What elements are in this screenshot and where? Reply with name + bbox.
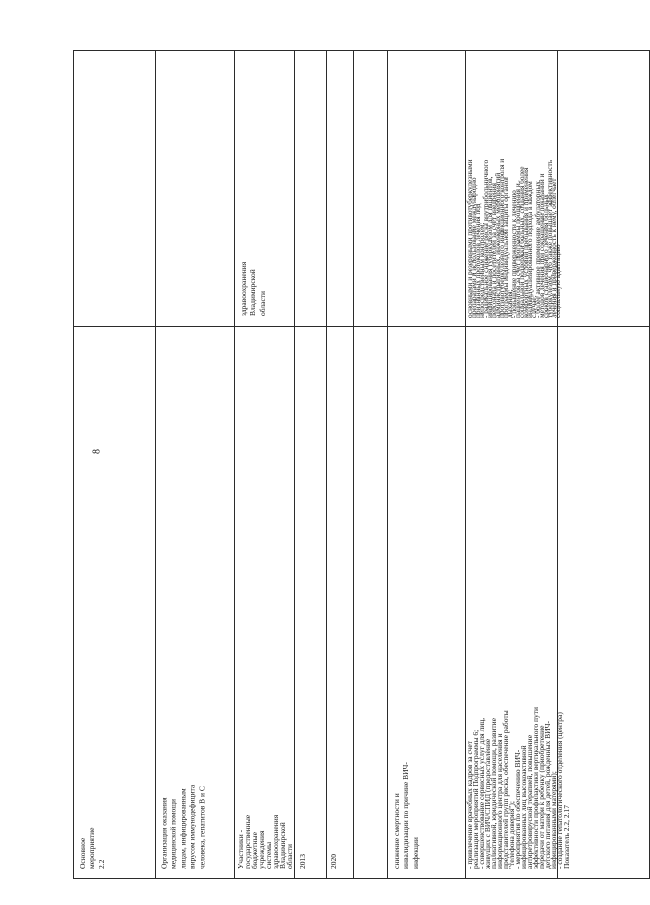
cell-executor <box>235 327 295 879</box>
expected-result-text: снижение смертности и инвалидизации по причине ВИЧ- инфекции <box>391 761 420 869</box>
main-directions-text: - привлечение врачебных кадров за счет реализации мероприятий Подпрограммы 6; - совершенствование сервисных услуг для лиц, живущих с ВИЧ/СПИД (предоставление паллиативной, юридической помощи, развитие информационного центра для населения и представителей групп риска, обеспечение работы "телефона доверия"); - мероприятия по обеспечению ВИЧ- инфицированных лиц высокоактивной антиретровирусной терапией, повышение эффективности профилактики вертикального пути передачи от матери к ребенку (приобретение детского питания для детей, рожденных ВИЧ- инфицированными матерями); - создание гепатологического отделения (центра) <box>464 706 564 869</box>
start-year-text: 2013 <box>297 853 307 869</box>
indicator-text <box>562 56 646 322</box>
program-activities-table <box>73 50 650 879</box>
cell-main-event <box>74 327 156 879</box>
cell-event-name <box>156 51 235 327</box>
cell-end-year <box>327 327 354 879</box>
executor-text: Участники - государственные бюджетные учреждения системы здравоохранения Владимирской области <box>235 814 294 869</box>
cell-expected-result <box>388 51 466 327</box>
page-number: 8 <box>91 449 103 454</box>
cell-executor <box>235 51 295 327</box>
cell-start-year <box>295 51 327 327</box>
cell-indicator <box>558 51 650 327</box>
main-event-text: Основное мероприятие 2.2 <box>77 827 106 869</box>
main-directions-text: основными и резервными противотуберкулезными препаратами и использование международно признанных протоколов лечения под непосредственным контролем; - радикальное снижение риска внутрибольничного инфицирования туберкулезом для пациентов, персонала и посетителей за счет внедрения административных, инженерных мероприятий противотуберкулезного инфекционного контроля и программы индивидуальной защиты органов дыхания; - повышение приверженности к лечению пациентов за счет программы поощрения и социальной поддержки больных, создания более комфортных условий пребывания и применения индивидуализированного подхода в каждом случае; - более активное применение амбулаторных методов лечения при сокращении показаний и сроков стационарного лечения больных туберкулезом, что также повышает эффективность лечения и приверженность к нему, облегчает социальную адаптацию <box>464 158 562 318</box>
indicator-text: Показатель 2.2, 2.17 <box>561 804 571 869</box>
cell-empty <box>354 51 388 327</box>
cell-end-year <box>327 51 354 327</box>
executor-text: здравоохранения Владимирской области <box>238 261 267 316</box>
cell-start-year <box>295 327 327 879</box>
end-year-text: 2020 <box>329 853 338 869</box>
table-row <box>74 327 650 879</box>
cell-main-event <box>74 51 156 327</box>
cell-indicator <box>558 327 650 879</box>
table-row <box>74 51 650 327</box>
cell-main-directions <box>464 51 562 327</box>
cell-empty <box>354 327 388 879</box>
event-name-text: Организация оказания медицинской помощи лицам, инфицированным вирусом иммунодефицита человека, гепатитов В и С <box>159 784 207 869</box>
cell-event-name <box>156 327 235 879</box>
cell-expected-result <box>388 327 466 879</box>
cell-main-directions <box>464 327 564 879</box>
